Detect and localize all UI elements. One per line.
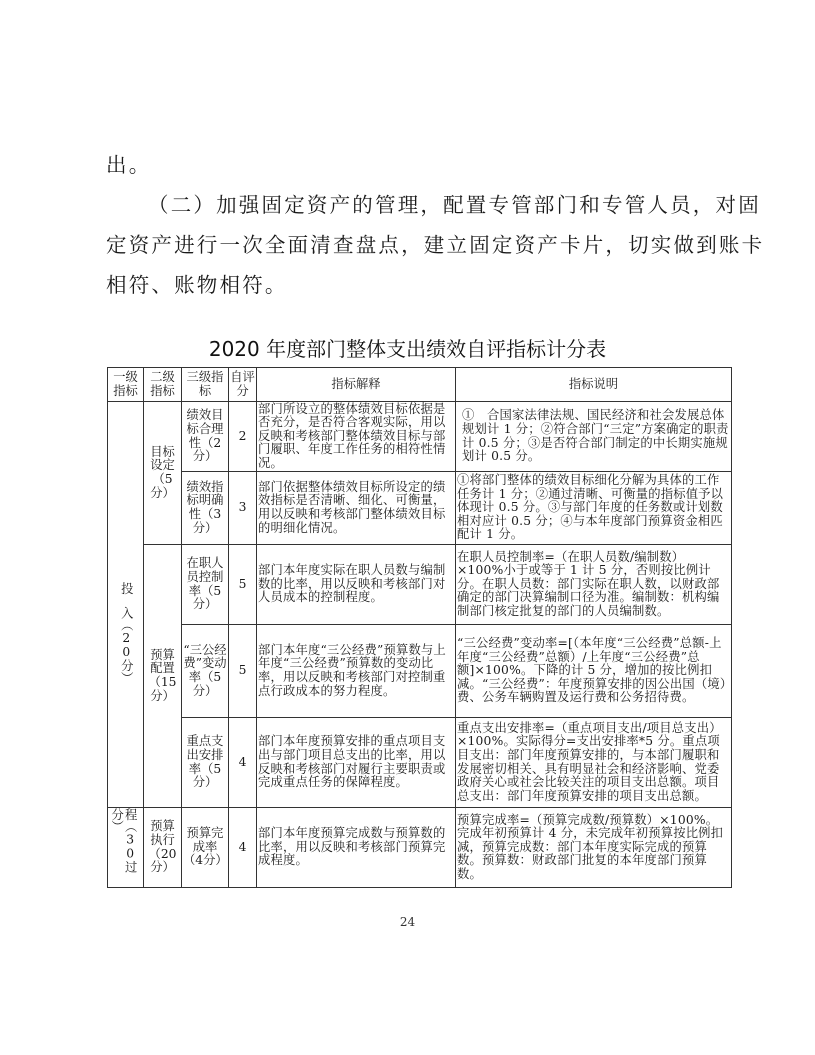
table-row — [108, 718, 732, 808]
body-paragraph-line: （二）加强固定资产的管理，配置专管部门和专管人员，对固 — [148, 193, 761, 217]
score-cell: 4 — [229, 718, 257, 808]
score-cell: 5 — [229, 545, 257, 625]
description-cell: 重点支出安排率=（重点项目支出/项目总支出）×100%。实际得分=支出安排率*5 分。重点项目支出：部门年度预算安排的，与本部门履职和发展密切相关、具有明显社会和经济影响、党委政府关心或社会比较关注的项目支出总额。项目总支出：部门年度预算安排的项目支出总额。 — [456, 718, 732, 808]
explanation-cell: 部门本年度“三公经费”预算数与上年度“三公经费”预算数的变动比率，用以反映和考核部门对控制重点行政成本的努力程度。 — [257, 625, 456, 718]
score-cell: 5 — [229, 625, 257, 718]
description-cell: ① 合国家法律法规、国民经济和社会发展总体规划计 1 分；②符合部门“三定”方案确定的职责计 0.5 分；③是否符合部门制定的中长期实施规划计 0.5 分。 — [456, 402, 732, 472]
body-paragraph-line: 出。 — [106, 153, 152, 177]
score-table — [107, 367, 732, 888]
header-level3: 三级指标 — [182, 368, 229, 402]
group-budget-exec: 预算执行（20分） — [144, 808, 182, 888]
explanation-cell: 部门所设立的整体绩效目标依据是否充分，是否符合客观实际，用以反映和考核部门整体绩效目标与部门履职、年度工作任务的相符性情况。 — [257, 402, 456, 472]
table-row — [108, 808, 732, 888]
table-header-row — [108, 368, 732, 402]
table-row — [108, 625, 732, 718]
description-cell: ①将部门整体的绩效目标细化分解为具体的工作任务计 1 分；②通过清晰、可衡量的指标值予以体现计 0.5 分。③与部门年度的任务数或计划数相对应计 0.5 分；④与本年度部门预算资金相匹配计 1 分。 — [456, 472, 732, 545]
explanation-cell: 部门本年度预算安排的重点项目支出与部门项目总支出的比率，用以反映和考核部门对履行主要职责或完成重点任务的保障程度。 — [257, 718, 456, 808]
explanation-cell: 部门本年度预算完成数与预算数的比率，用以反映和考核部门预算完成程度。 — [257, 808, 456, 888]
page-number: 24 — [399, 915, 416, 929]
header-description: 指标说明 — [456, 368, 732, 402]
description-cell: “三公经费”变动率=[（本年度“三公经费”总额-上年度“三公经费”总额）/上年度“三公经费”总额]×100%。下降的计 5 分，增加的按比例扣减。“三公经费”：年度预算安排的因公出国（境）费、公务车辆购置及运行费和公务招待费。 — [456, 625, 732, 718]
group-input-label: 投 入（20分） — [119, 581, 134, 684]
group-target: 目标设定（5分） — [144, 402, 182, 545]
header-score: 自评分 — [229, 368, 257, 402]
table-row — [108, 402, 732, 472]
table-row — [108, 472, 732, 545]
table-row — [108, 545, 732, 625]
group-process — [108, 808, 144, 888]
description-cell: 在职人员控制率=（在职人员数/编制数）×100%小于或等于 1 计 5 分，否则按比例计分。在职人员数：部门实际在职人数，以财政部确定的部门决算编制口径为准。编制数：机构编制部门核定批复的部门的人员编制数。 — [456, 545, 732, 625]
score-cell: 4 — [229, 808, 257, 888]
group-process-label: 程（30过分） — [109, 808, 138, 873]
body-paragraph-line: 定资产进行一次全面清查盘点，建立固定资产卡片，切实做到账卡 — [106, 233, 765, 257]
body-paragraph-line: 相符、账物相符。 — [106, 273, 288, 297]
description-cell: 预算完成率=（预算完成数/预算数）×100%。完成年初预算计 4 分，未完成年初预算按比例扣减，预算完成数：部门本年度实际完成的预算数。预算数：财政部门批复的本年度部门预算数。 — [456, 808, 732, 888]
group-budget-config: 预算配置（15分） — [144, 545, 182, 808]
header-level1: 一级指标 — [108, 368, 144, 402]
group-input — [108, 402, 144, 808]
header-explanation: 指标解释 — [257, 368, 456, 402]
explanation-cell: 部门依据整体绩效目标所设定的绩效指标是否清晰、细化、可衡量，用以反映和考核部门整体绩效目标的明细化情况。 — [257, 472, 456, 545]
score-cell: 3 — [229, 472, 257, 545]
explanation-cell: 部门本年度实际在职人员数与编制数的比率，用以反映和考核部门对人员成本的控制程度。 — [257, 545, 456, 625]
header-level2: 二级指标 — [144, 368, 182, 402]
level3-cell: 重点支出安排率（5分） — [182, 718, 229, 808]
level3-cell: 绩效目标合理性（2分） — [182, 402, 229, 472]
level3-cell: 绩效指标明确性（3分） — [182, 472, 229, 545]
level3-cell: “三公经费”变动率（5分） — [182, 625, 229, 718]
score-cell: 2 — [229, 402, 257, 472]
table-title: 2020 年度部门整体支出绩效自评指标计分表 — [208, 337, 607, 361]
level3-cell: 预算完成率（4分） — [182, 808, 229, 888]
level3-cell: 在职人员控制率（5分） — [182, 545, 229, 625]
